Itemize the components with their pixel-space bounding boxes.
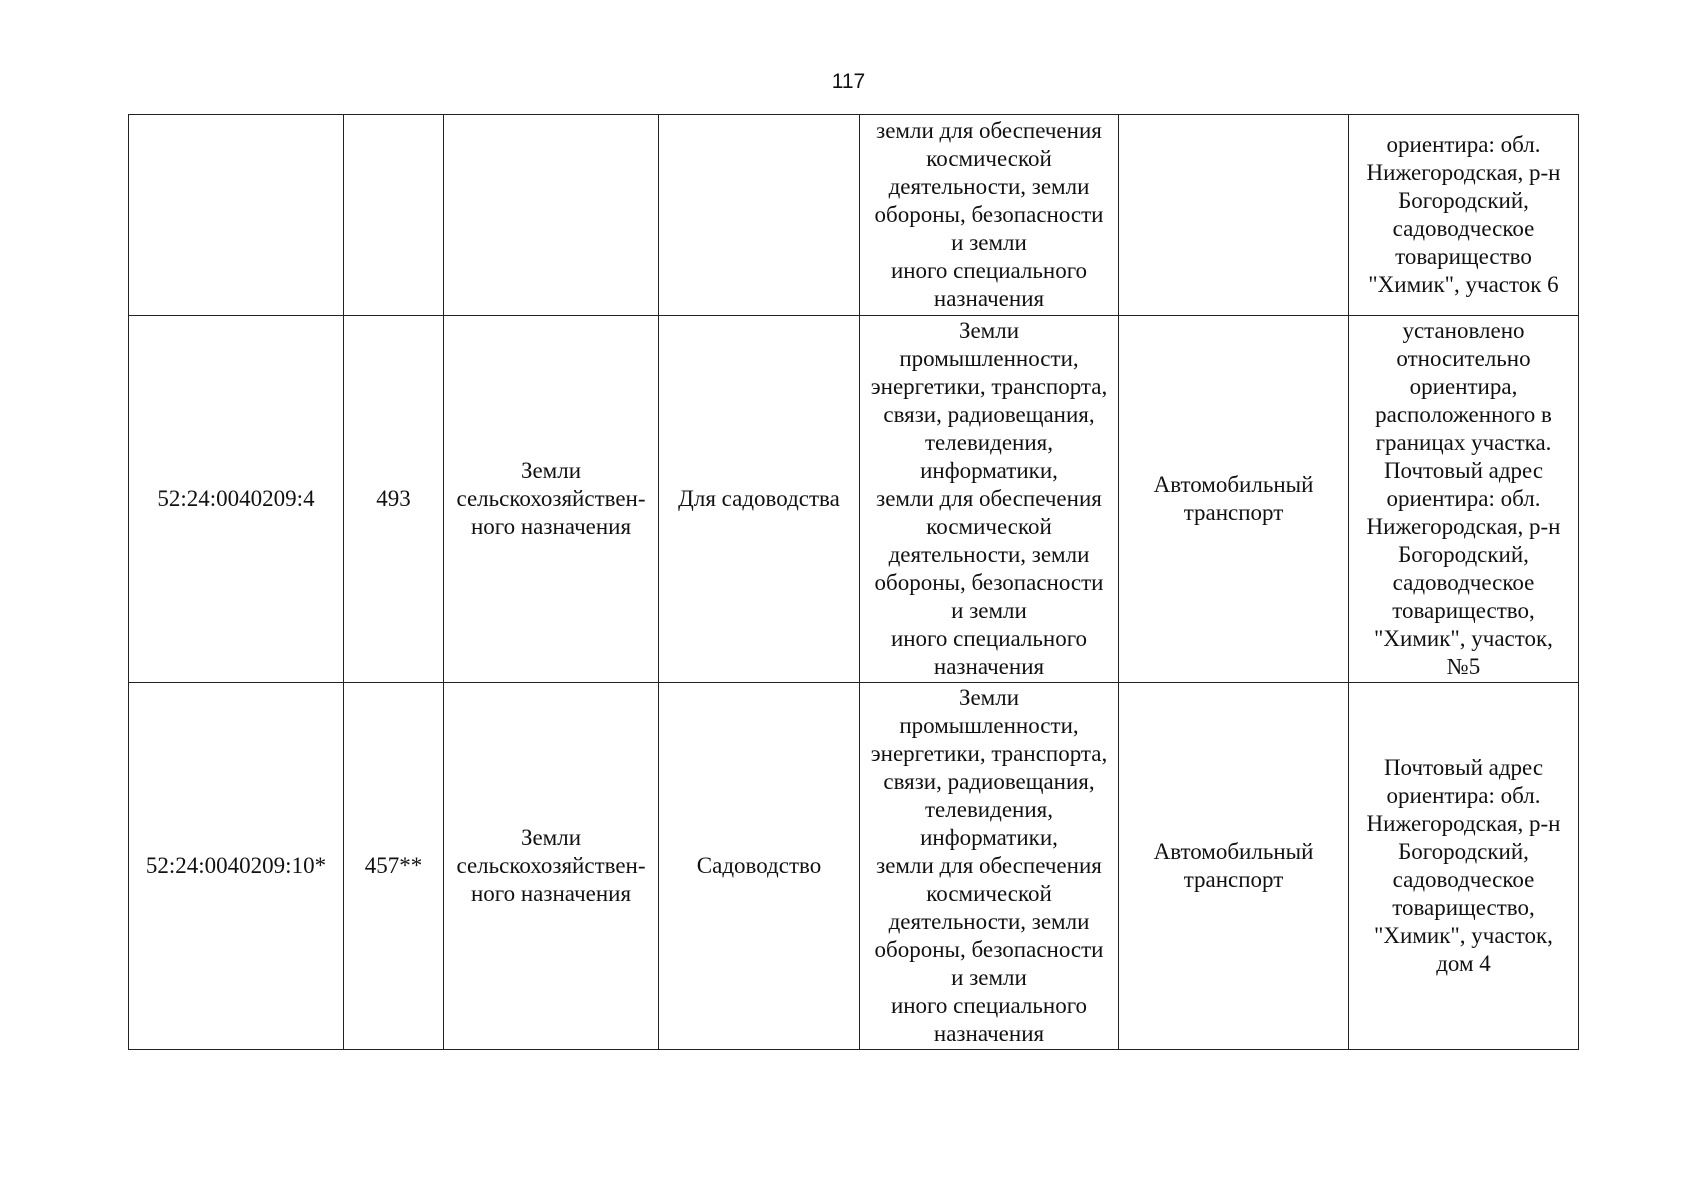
land-category-cell [444, 115, 659, 316]
address-cell: ориентира: обл. Нижегородская, р-н Богородский, садоводческое товарищество "Химик", участок 6 [1349, 115, 1579, 316]
table-row [129, 115, 1579, 316]
zone-cell: земли для обеспечения космической деятельности, земли обороны, безопасности и земли иного специального назначения [860, 115, 1119, 316]
cadastral-number-cell [129, 115, 344, 316]
area-cell: 493 [344, 316, 444, 683]
table-row [129, 683, 1579, 1050]
land-category-cell: Земли сельскохозяйствен- ного назначения [444, 683, 659, 1050]
restriction-cell: Автомобильный транспорт [1119, 316, 1349, 683]
zone-cell: Земли промышленности, энергетики, транспорта, связи, радиовещания, телевидения, информатики, земли для обеспечения космической деятельности, земли обороны, безопасности и земли иного специального назначения [860, 683, 1119, 1050]
land-category-cell: Земли сельскохозяйствен- ного назначения [444, 316, 659, 683]
area-cell [344, 115, 444, 316]
restriction-cell: Автомобильный транспорт [1119, 683, 1349, 1050]
restriction-cell [1119, 115, 1349, 316]
address-cell: установлено относительно ориентира, расположенного в границах участка. Почтовый адрес ориентира: обл. Нижегородская, р-н Богородский, садоводческое товарищество, "Химик", участок, №5 [1349, 316, 1579, 683]
area-cell: 457** [344, 683, 444, 1050]
permitted-use-cell [659, 115, 860, 316]
cadastral-number-cell: 52:24:0040209:10* [129, 683, 344, 1050]
address-cell: Почтовый адрес ориентира: обл. Нижегородская, р-н Богородский, садоводческое товарищество, "Химик", участок, дом 4 [1349, 683, 1579, 1050]
zone-cell: Земли промышленности, энергетики, транспорта, связи, радиовещания, телевидения, информатики, земли для обеспечения космической деятельности, земли обороны, безопасности и земли иного специального назначения [860, 316, 1119, 683]
cadastral-number-cell: 52:24:0040209:4 [129, 316, 344, 683]
land-plots-table [128, 114, 1579, 1050]
page-number: 117 [831, 70, 866, 93]
table-row [129, 316, 1579, 683]
permitted-use-cell: Для садоводства [659, 316, 860, 683]
permitted-use-cell: Садоводство [659, 683, 860, 1050]
